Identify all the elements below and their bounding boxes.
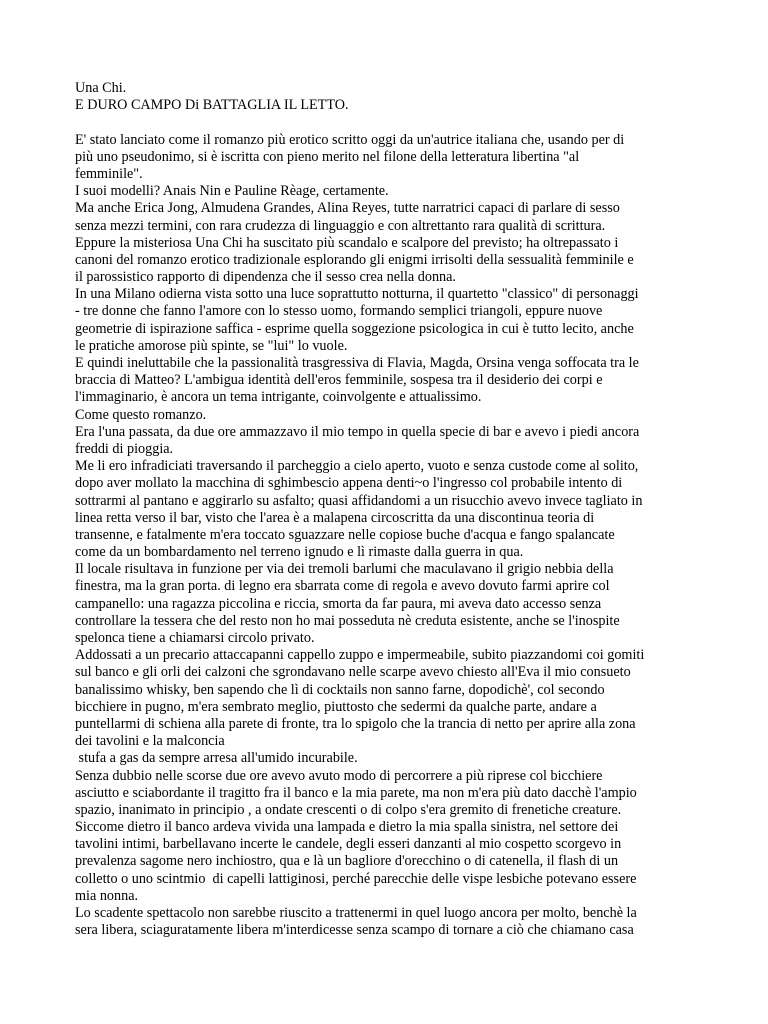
body-line: Siccome dietro il banco ardeva vivida una lampada e dietro la mia spalla sinistra, nel settore dei (75, 819, 619, 836)
body-line: tavolini intimi, barbellavano incerte le candele, degli esseri danzanti al mio cospetto scorgevo in (75, 836, 622, 853)
body-line: più uno pseudonimo, si è iscritta con pieno merito nel filone della letteratura libertina "al (75, 148, 580, 165)
body-line: sul banco e gli orli dei calzoni che sgrondavano nelle scarpe avevo chiesto all'Eva il mio consueto (75, 664, 631, 681)
body-line: come da un bombardamento nel terreno ignudo e lì rimaste dalla guerra in qua. (75, 544, 524, 561)
body-line: controllare la tessera che del resto non ho mai posseduta nè creduta esistente, anche se l'inospite (75, 612, 620, 629)
body-line: geometrie di ispirazione saffica - esprime quella soggezione psicologica in cui è tutto lecito, anche (75, 320, 634, 337)
body-line: banalissimo whisky, ben sapendo che lì di cocktails non sanno farne, dopodichè', col secondo (75, 681, 605, 698)
body-line: dopo aver mollato la macchina di sghimbescio appena denti~o l'ingresso col probabile intento di (75, 475, 623, 492)
body-line: linea retta verso il bar, visto che l'area è a malapena circoscritta da una discontinua teoria di (75, 509, 595, 526)
body-line: spelonca tiene a chiamarsi circolo privato. (75, 630, 315, 646)
body-line: il parossistico rapporto di dipendenza che il sesso crea nella donna. (75, 269, 456, 286)
body-line: braccia di Matteo? L'ambigua identità dell'eros femminile, sospesa tra il desiderio dei corpi e (75, 372, 603, 389)
body-line: le pratiche amorose più spinte, se "lui" lo vuole. (75, 337, 348, 354)
blank-line (75, 114, 700, 131)
body-line: canoni del romanzo erotico tradizionale esplorando gli enigmi irrisolti della sessualità femminile e (75, 251, 634, 268)
document-text (75, 80, 700, 939)
body-line: Eppure la misteriosa Una Chi ha suscitato più scandalo e scalpore del previsto; ha oltrepassato i (75, 234, 619, 251)
body-line: E' stato lanciato come il romanzo più erotico scritto oggi da un'autrice italiana che, usando per di (75, 131, 625, 148)
body-line: - tre donne che fanno l'amore con lo stesso uomo, formando semplici triangoli, eppure nuove (75, 303, 603, 320)
body-line: Ma anche Erica Jong, Almudena Grandes, Alina Reyes, tutte narratrici capaci di parlare di sesso (75, 200, 620, 217)
body-line: Lo scadente spettacolo non sarebbe riuscito a trattenermi in quel luogo ancora per molto, benchè la (75, 905, 637, 921)
title-line: E DURO CAMPO Di BATTAGLIA IL LETTO. (75, 97, 349, 114)
body-line: transenne, e fatalmente m'era toccato sguazzare nelle copiose buche d'acqua e fango spalancate (75, 526, 615, 543)
body-line: l'immaginario, è ancora un tema intrigante, coinvolgente e attualissimo. (75, 389, 482, 406)
body-line: femminile". (75, 165, 143, 182)
body-line: Il locale risultava in funzione per via dei tremoli barlumi che maculavano il grigio nebbia della (75, 561, 614, 578)
body-line: Come questo romanzo. (75, 406, 207, 423)
body-line: prevalenza sagome nero inchiostro, qua e là un bagliore d'orecchino o di catenella, il flash di un (75, 853, 619, 870)
body-line: senza mezzi termini, con rara crudezza di linguaggio e con altrettanto rara qualità di scrittura. (75, 217, 606, 234)
body-line: Addossati a un precario attaccapanni cappello zuppo e impermeabile, subito piazzandomi coi gomiti (75, 647, 645, 664)
body-line: asciutto e sciabordante il tragitto fra il banco e la mia parete, ma non m'era più dato dacchè l'ampio (75, 784, 637, 801)
body-line: sera libera, sciaguratamente libera m'interdicesse senza scampo di tornare a ciò che chiamano casa (75, 922, 634, 939)
body-line: E quindi ineluttabile che la passionalità trasgressiva di Flavia, Magda, Orsina venga soffocata tra le (75, 355, 639, 371)
body-line: sottrarmi al pantano e aggirarlo su asfalto; quasi affidandomi a un risucchio avevo invece tagliato in (75, 492, 643, 509)
body-line: In una Milano odierna vista sotto una luce soprattutto notturna, il quartetto "classico" di personaggi (75, 286, 639, 303)
body-line: I suoi modelli? Anais Nin e Pauline Rèage, certamente. (75, 183, 389, 200)
body-paragraphs (75, 132, 700, 940)
body-line: mia nonna. (75, 887, 139, 904)
body-line: bicchiere in pugno, m'era sembrato meglio, piuttosto che sedermi da qualche parte, andare a (75, 698, 597, 715)
body-line: freddi di pioggia. (75, 440, 174, 457)
body-line: stufa a gas da sempre arresa all'umido incurabile. (75, 750, 358, 767)
author-line: Una Chi. (75, 80, 127, 96)
body-line: campanello: una ragazza piccolina e riccia, smorta da far paura, mi aveva dato accesso senza (75, 595, 602, 612)
body-line: spazio, inanimato in principio , a ondate crescenti o di colpo s'era gremito di frenetiche creature. (75, 801, 622, 818)
body-line: Me li ero infradiciati traversando il parcheggio a cielo aperto, vuoto e senza custode come al solito, (75, 458, 639, 475)
body-line: finestra, ma la gran porta. di legno era sbarrata come di regola e avevo dovuto farmi aprire col (75, 578, 610, 595)
body-line: dei tavolini e la malconcia (75, 733, 225, 750)
body-line: Era l'una passata, da due ore ammazzavo il mio tempo in quella specie di bar e avevo i piedi ancora (75, 423, 640, 440)
body-line: Senza dubbio nelle scorse due ore avevo avuto modo di percorrere a più riprese col bicchiere (75, 767, 603, 784)
body-line: puntellarmi di schiena alla parete di fronte, tra lo spigolo che la trancia di netto per aprire alla zona (75, 715, 636, 732)
body-line: colletto o uno scintmio di capelli lattiginosi, perché parecchie delle vispe lesbiche potevano essere (75, 870, 637, 887)
